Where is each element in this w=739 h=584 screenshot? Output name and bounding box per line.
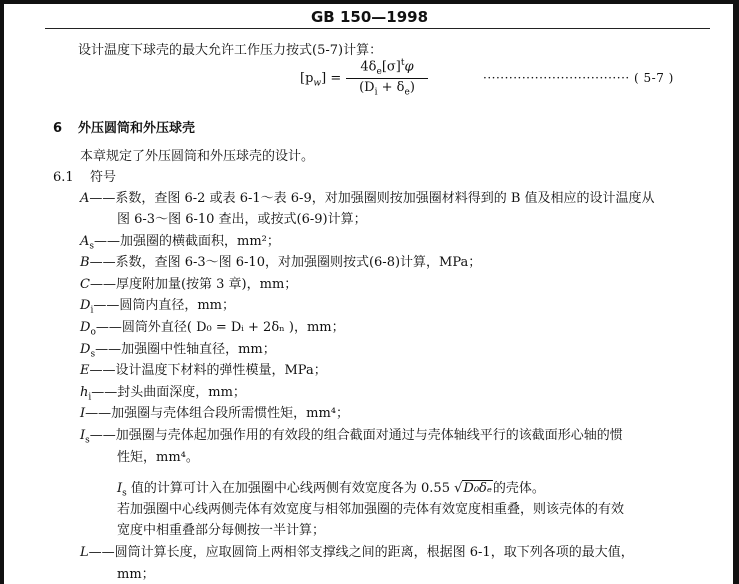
symbol-E: E——设计温度下材料的弹性模量，MPa；	[80, 363, 327, 378]
symbol-A-cont: 图 6-3～图 6-10 查出，或按式(6-9)计算；	[117, 212, 367, 227]
symbol-Ds: $D_s——$加强圈中性轴直径，mm；	[80, 342, 276, 360]
symbol-Is-cont: 性矩，mm⁴。	[117, 450, 199, 465]
note-overlap-line1: 若加强圈中心线两侧壳体有效宽度与相邻加强圈的壳体有效宽度相重叠，则该壳体的有效	[117, 502, 625, 517]
symbol-Do: $D_o——$圆筒外直径( D₀ = Dᵢ + 2δₙ )，mm；	[80, 320, 345, 338]
symbol-L: L——圆筒计算长度，应取圆筒上两相邻支撑线之间的距离，根据图 6-1，取下列各项的最大值，	[80, 545, 634, 560]
symbol-L-cont: mm；	[117, 567, 155, 582]
symbol-I: I——加强圈与壳体组合段所需惯性矩，mm⁴；	[80, 406, 350, 421]
standard-code-header: GB 150—1998	[310, 8, 429, 26]
symbol-A: A——系数，查图 6-2 或表 6-1～表 6-9，对加强圈则按加强圈材料得到的 B 值及相应的设计温度从	[80, 191, 655, 206]
formula-leader-dots: ·································· ( 5-7 )	[483, 71, 674, 85]
section-6-1-number: 6.1	[53, 170, 74, 185]
symbol-B: B——系数，查图 6-3～图 6-10，对加强圈则按式(6-8)计算，MPa；	[80, 255, 482, 270]
symbol-C: C——厚度附加量(按第 3 章)，mm；	[80, 277, 298, 292]
symbol-Is: $I_s——$加强圈与壳体起加强作用的有效段的组合截面对通过与壳体轴线平行的该截面形心轴的惯	[80, 428, 623, 446]
formula-lhs: $[p_w]$ =	[300, 71, 342, 89]
page-border-top	[0, 0, 739, 4]
formula-numerator: $4\delta_e[\sigma]^t\varphi$	[346, 58, 428, 79]
intro-line: 设计温度下球壳的最大允许工作压力按式(5-7)计算：	[78, 43, 383, 58]
symbol-As: $A_s——$加强圈的横截面积，mm²；	[80, 234, 280, 252]
note-Is-effective-width: $I_s$ 值的计算可计入在加强圈中心线两侧有效宽度各为 0.55 √D₀δₑ的壳体。	[117, 481, 545, 499]
formula-denominator: $(D_i + \delta_e)$	[359, 79, 415, 98]
page-border-left	[0, 0, 4, 584]
symbol-Di: $D_i——$圆筒内直径，mm；	[80, 298, 235, 316]
formula-fraction	[346, 58, 428, 98]
section-6-1-title: 符号	[90, 170, 117, 185]
symbol-hi: $h_i——$封头曲面深度，mm；	[80, 385, 246, 403]
page-border-right	[733, 0, 739, 584]
formula-number: ( 5-7 )	[634, 71, 674, 85]
section-6-title: 外压圆筒和外压球壳	[78, 121, 196, 136]
section-6-number: 6	[53, 121, 63, 136]
section-6-intro: 本章规定了外压圆筒和外压球壳的设计。	[80, 149, 315, 164]
note-overlap-line2: 宽度中相重叠部分每侧按一半计算；	[117, 523, 326, 538]
header-rule	[45, 28, 710, 29]
